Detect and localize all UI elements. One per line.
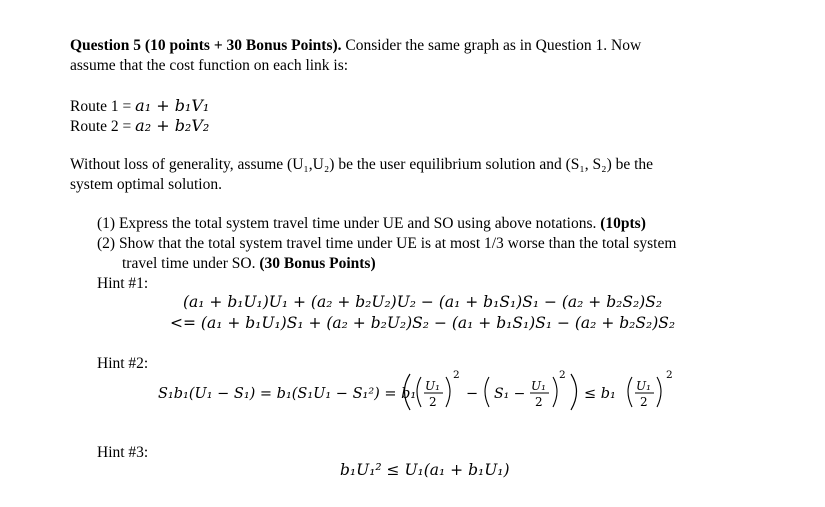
route-1-label: Route 1 = [70,98,132,115]
hint-1-line2: <= (a₁ + b₁U₁)S₁ + (a₂ + b₂U₂)S₂ − (a₁ + b₁S₁)S₁ − (a₂ + b₂S₂)S₂ [170,314,676,332]
route-1-formula: a₁ + b₁V₁ [135,96,210,115]
question-heading-line [70,36,641,56]
hint-1-label: Hint #1: [97,275,149,292]
task-1 [97,214,646,234]
route-2-formula: a₂ + b₂V₂ [135,116,210,135]
route-1 [70,96,209,117]
minus-sign: − [466,386,479,402]
hint-1-line1: (a₁ + b₁U₁)U₁ + (a₂ + b₂U₂)U₂ − (a₁ + b₁S₁)S₁ − (a₂ + b₂S₂)S₂ [183,293,663,311]
assumption-line2: system optimal solution. [70,176,222,193]
route-2-label: Route 2 = [70,118,132,135]
frac-num-1: U₁ [425,379,440,393]
frac-den-3: 2 [640,395,648,409]
route-2 [70,116,209,137]
hint-2-formula [150,360,690,422]
hint-3-label: Hint #3: [97,444,149,461]
frac-den-1: 2 [429,395,437,409]
exp-1: 2 [453,369,460,381]
task-2-line1: (2) Show that the total system travel time under UE is at most 1/3 worse than the total system [97,235,677,252]
task-1-points: (10pts) [600,215,646,232]
task-2-text: travel time under SO. [122,255,256,272]
assumption-line1: Without loss of generality, assume (U₁,U₂) be the user equilibrium solution and (S₁, S₂) be the [70,156,654,173]
frac-num-2: U₁ [531,379,546,393]
paren-left-1 [417,377,421,407]
paren-left-3 [628,377,632,407]
task-2-points: (30 Bonus Points) [259,255,376,272]
s-term: S₁ − [494,386,526,402]
question-heading: Question 5 (10 points + 30 Bonus Points). [70,37,342,54]
big-paren-right [571,374,577,410]
paren-right-2 [553,377,557,407]
task-2-line2 [122,254,376,274]
paren-right-1 [446,377,450,407]
exp-2: 2 [559,369,566,381]
leq-b1: ≤ b₁ [584,386,616,402]
hint-3-formula: b₁U₁² ≤ U₁(a₁ + b₁U₁) [340,461,510,479]
question-intro-line1: Consider the same graph as in Question 1. Now [345,37,642,54]
task-1-text: (1) Express the total system travel time under UE and SO using above notations. [97,215,597,232]
frac-den-2: 2 [535,395,543,409]
paren-right-3 [657,377,661,407]
hint-2-part1: S₁b₁(U₁ − S₁) = b₁(S₁U₁ − S₁²) = b₁ [158,386,417,402]
frac-num-3: U₁ [636,379,651,393]
question-intro-line2: assume that the cost function on each link is: [70,57,349,74]
paren-left-2 [485,377,489,407]
hint-2-label: Hint #2: [97,355,149,372]
exp-3: 2 [666,369,673,381]
